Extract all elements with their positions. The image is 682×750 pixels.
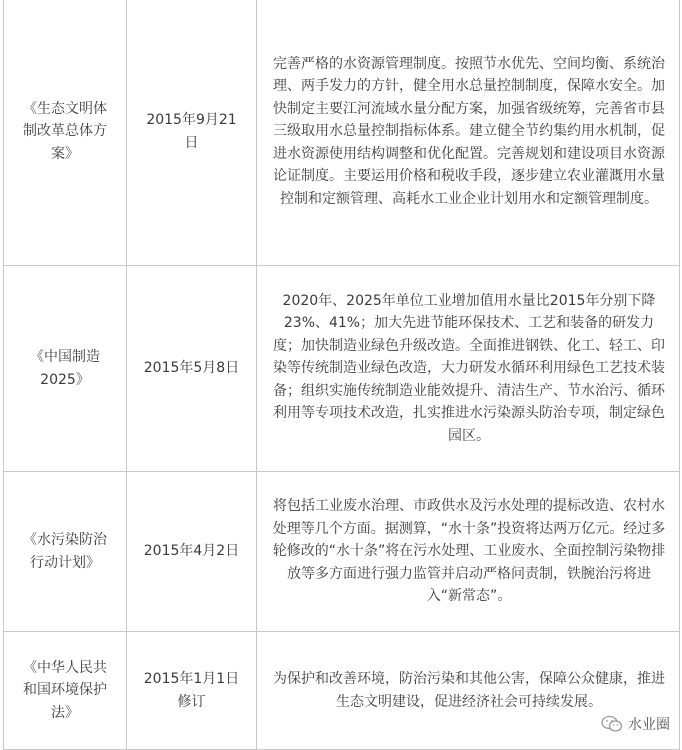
table-row bbox=[4, 0, 680, 266]
wechat-icon bbox=[601, 715, 623, 733]
document-name: 《中国制造2025》 bbox=[4, 266, 127, 472]
release-date: 2015年5月8日 bbox=[127, 266, 257, 472]
document-name: 《水污染防治行动计划》 bbox=[4, 472, 127, 632]
release-date: 2015年9月21日 bbox=[127, 0, 257, 266]
watermark-text: 水业圈 bbox=[628, 717, 670, 733]
policy-description: 2020年、2025年单位工业增加值用水量比2015年分别下降23%、41%；加大先进节能环保技术、工艺和装备的研发力度；加快制造业绿色升级改造。全面推进钢铁、化工、轻工、印染等传统制造业绿色改造，大力研发水循环利用绿色工艺技术装备；组织实施传统制造业能效提升、清洁生产、节水治污、循环利用等专项技术改造，扎实推进水污染源头防治专项，制定绿色园区。 bbox=[257, 266, 680, 472]
release-date: 2015年4月2日 bbox=[127, 472, 257, 632]
table-row bbox=[4, 632, 680, 750]
table-row bbox=[4, 472, 680, 632]
policy-description: 完善严格的水资源管理制度。按照节水优先、空间均衡、系统治理、两手发力的方针，健全用水总量控制制度，保障水安全。加快制定主要江河流域水量分配方案，加强省级统筹，完善省市县三级取用水总量控制指标体系。建立健全节约集约用水机制，促进水资源使用结构调整和优化配置。完善规划和建设项目水资源论证制度。主要运用价格和税收手段，逐步建立农业灌溉用水量控制和定额管理、高耗水工业企业计划用水和定额管理制度。 bbox=[257, 0, 680, 266]
watermark bbox=[601, 714, 670, 734]
policy-table bbox=[3, 0, 680, 750]
release-date: 2015年1月1日修订 bbox=[127, 632, 257, 750]
document-name: 《生态文明体制改革总体方案》 bbox=[4, 0, 127, 266]
policy-description: 将包括工业废水治理、市政供水及污水处理的提标改造、农村水处理等几个方面。据测算，“水十条”投资将达两万亿元。经过多轮修改的“水十条”将在污水处理、工业废水、全面控制污染物排放等多方面进行强力监管并启动严格问责制，铁腕治污将进入“新常态”。 bbox=[257, 472, 680, 632]
policy-description: 为保护和改善环境，防治污染和其他公害，保障公众健康，推进生态文明建设，促进经济社会可持续发展。 bbox=[257, 632, 680, 750]
document-name: 《中华人民共和国环境保护法》 bbox=[4, 632, 127, 750]
table-row bbox=[4, 266, 680, 472]
